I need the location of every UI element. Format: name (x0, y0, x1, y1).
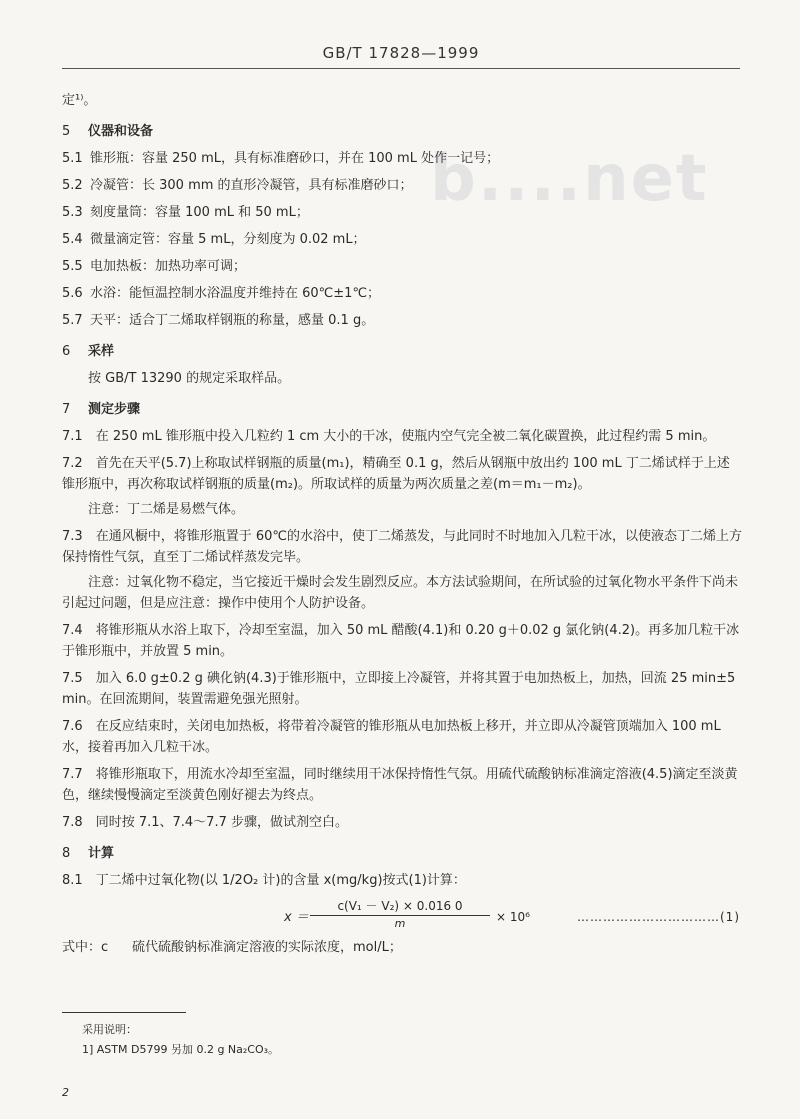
item-number: 5.3 (62, 205, 83, 220)
item-text: 刻度量筒：容量 100 mL 和 50 mL； (90, 205, 309, 220)
clause-text: 首先在天平(5.7)上称取试样钢瓶的质量(m₁)，精确至 0.1 g，然后从钢瓶中放出约 100 mL 丁二烯试样于上述锥形瓶中，再次称取试样钢瓶的质量(m₂)。所取试样的质量为两次质量之差(m＝m₁－m₂)。 (62, 456, 730, 492)
variable-text: 硫代硫酸钠标准滴定溶液的实际浓度，mol/L； (132, 940, 402, 955)
clause-7-1 (62, 426, 742, 447)
clause-number: 7.3 (62, 529, 83, 544)
section-number: 5 (62, 124, 71, 139)
clause-7-3 (62, 526, 742, 568)
section-7-heading (62, 399, 742, 420)
list-item (62, 310, 742, 331)
watermark: b....net (430, 142, 709, 216)
section-number: 7 (62, 402, 71, 417)
clause-7-4 (62, 620, 742, 662)
item-number: 5.2 (62, 178, 83, 193)
clause-text: 在通风橱中，将锥形瓶置于 60℃的水浴中，使丁二烯蒸发，与此同时不时地加入几粒干冰，以使液态丁二烯上方保持惰性气氛，直至丁二烯试样蒸发完毕。 (62, 529, 742, 565)
clause-7-7 (62, 764, 742, 806)
note-peroxide: 注意：过氧化物不稳定，当它接近干燥时会发生剧烈反应。本方法试验期间，在所试验的过氧化物水平条件下尚未引起过问题，但是应注意：操作中使用个人防护设备。 (62, 575, 739, 611)
clause-7-5 (62, 668, 742, 710)
clause-text: 丁二烯中过氧化物(以 1/2O₂ 计)的含量 x(mg/kg)按式(1)计算： (95, 873, 466, 888)
clause-text: 同时按 7.1、7.4～7.7 步骤，做试剂空白。 (95, 815, 348, 830)
clause-number: 7.8 (62, 815, 83, 830)
clause-number: 7.2 (62, 456, 83, 471)
clause-text: 在反应结束时，关闭电加热板，将带着冷凝管的锥形瓶从电加热板上移开，并立即从冷凝管顶端加入 100 mL 水，接着再加入几粒干冰。 (62, 719, 721, 755)
section-title: 仪器和设备 (88, 124, 154, 139)
sampling-text: 按 GB/T 13290 的规定采取样品。 (88, 371, 291, 386)
item-text: 电加热板：加热功率可调； (90, 259, 247, 274)
note-flammable: 注意：丁二烯是易燃气体。 (88, 502, 245, 517)
item-number: 5.4 (62, 232, 83, 247)
clause-7-2 (62, 453, 742, 495)
clause-7-8 (62, 812, 742, 833)
item-number: 5.1 (62, 151, 83, 166)
formula-denominator: m (394, 917, 406, 930)
item-text: 锥形瓶：容量 250 mL，具有标准磨砂口，并在 100 mL 处作一记号； (90, 151, 500, 166)
clause-number: 7.5 (62, 671, 83, 686)
header-rule (62, 68, 740, 69)
page-number: 2 (62, 1086, 69, 1099)
variable-definition (62, 937, 742, 958)
clause-text: 在 250 mL 锥形瓶中投入几粒约 1 cm 大小的干冰，使瓶内空气完全被二氧化碳置换，此过程约需 5 min。 (95, 429, 716, 444)
equipment-list (62, 148, 742, 331)
clause-text: 将锥形瓶取下，用流水冷却至室温，同时继续用干冰保持惰性气氛。用硫代硫酸钠标准滴定溶液(4.5)滴定至淡黄色，继续慢慢滴定至淡黄色刚好褪去为终点。 (62, 767, 738, 803)
item-number: 5.5 (62, 259, 83, 274)
item-text: 冷凝管：长 300 mm 的直形冷凝管，具有标准磨砂口； (90, 178, 413, 193)
item-text: 天平：适合丁二烯取样钢瓶的称量，感量 0.1 g。 (90, 313, 375, 328)
list-item (62, 202, 742, 223)
section-8-heading (62, 843, 742, 864)
clause-number: 7.4 (62, 623, 83, 638)
clause-number: 7.1 (62, 429, 83, 444)
list-item (62, 229, 742, 250)
formula-fraction (310, 897, 490, 932)
formula-1 (62, 895, 742, 935)
standard-number-header: GB/T 17828—1999 (322, 44, 480, 62)
clause-8-1 (62, 870, 742, 891)
clause-7-6 (62, 716, 742, 758)
footnote-item: 1] ASTM D5799 另加 0.2 g Na₂CO₃。 (82, 1043, 280, 1056)
item-number: 5.7 (62, 313, 83, 328)
clause-number: 7.7 (62, 767, 83, 782)
formula-multiplier: × 10⁶ (496, 910, 530, 924)
formula-numerator: c(V₁ － V₂) × 0.016 0 (310, 897, 490, 916)
clause-number: 8.1 (62, 873, 83, 888)
section-5-heading (62, 121, 742, 142)
section-title: 计算 (88, 846, 115, 861)
list-item (62, 148, 742, 169)
item-text: 水浴：能恒温控制水浴温度并维持在 60℃±1℃； (90, 286, 381, 301)
list-item (62, 256, 742, 277)
item-text: 微量滴定管：容量 5 mL，分刻度为 0.02 mL； (90, 232, 366, 247)
continued-text: 定¹⁾。 (62, 93, 97, 108)
clause-number: 7.6 (62, 719, 83, 734)
clause-text: 将锥形瓶从水浴上取下，冷却至室温，加入 50 mL 醋酸(4.1)和 0.20 g＋0.02 g 氯化钠(4.2)。再多加几粒干冰于锥形瓶中，并放置 5 min。 (62, 623, 740, 659)
section-title: 测定步骤 (88, 402, 141, 417)
section-number: 8 (62, 846, 71, 861)
section-title: 采样 (88, 344, 115, 359)
variable-label: 式中：c (62, 940, 109, 955)
list-item (62, 283, 742, 304)
item-number: 5.6 (62, 286, 83, 301)
footnote-rule (62, 1012, 186, 1013)
footnote-title: 采用说明： (82, 1023, 137, 1036)
document-body (62, 84, 742, 958)
section-6-heading (62, 341, 742, 362)
formula-lhs: x ＝ (284, 910, 309, 925)
clause-text: 加入 6.0 g±0.2 g 碘化钠(4.3)于锥形瓶中，立即接上冷凝管，并将其置于电加热板上，加热，回流 25 min±5 min。在回流期间，装置需避免强光照射。 (62, 671, 736, 707)
formula-equation-number: ……………………………(1) (577, 910, 740, 924)
section-number: 6 (62, 344, 71, 359)
list-item (62, 175, 742, 196)
footnote (82, 1020, 279, 1060)
